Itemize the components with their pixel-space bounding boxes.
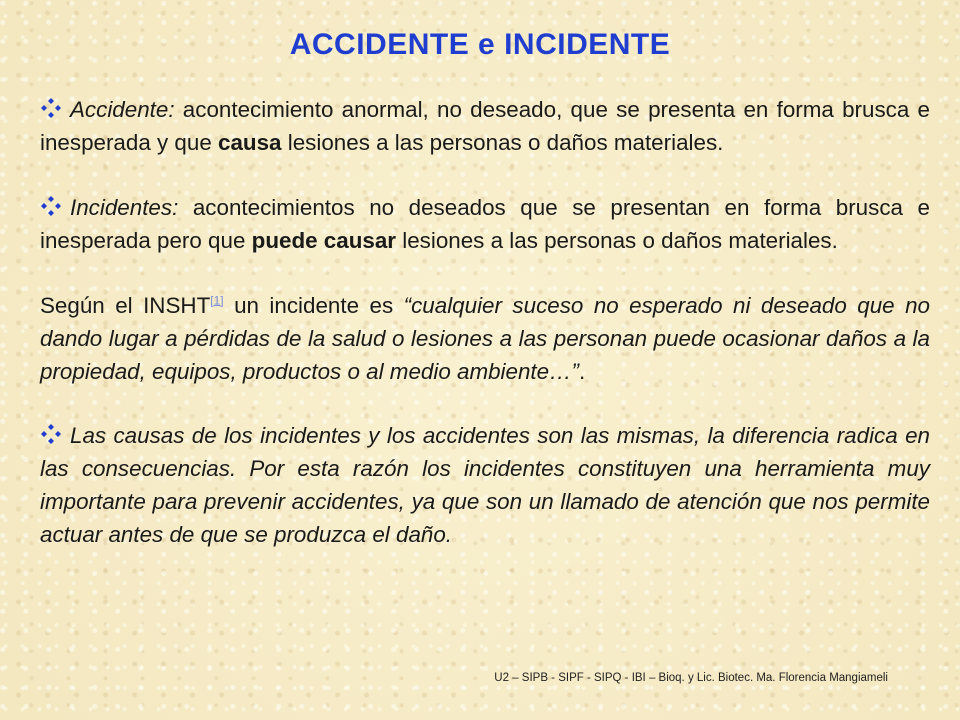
paragraph-accidente <box>40 94 930 160</box>
incidentes-text-after: lesiones a las personas o daños materiales. <box>396 227 838 253</box>
paragraph-incidentes <box>40 192 930 258</box>
term-incidentes: Incidentes: <box>70 194 179 220</box>
insht-quote: “cualquier suceso no esperado ni deseado que no dando lugar a pérdidas de la salud o lesiones a las personan puede ocasionar daños a la propiedad, equipos, productos o al medio ambiente…” <box>40 292 930 384</box>
insht-mid: un incidente es <box>223 292 404 318</box>
insht-end: . <box>578 358 586 384</box>
causas-text: Las causas de los incidentes y los accidentes son las mismas, la diferencia radica en las consecuencias. Por esta razón los incidentes constituyen una herramienta muy importante para prevenir accidentes, ya que son un llamado de atención que nos permite actuar antes de que se produzca el daño. <box>40 423 930 548</box>
accidente-bold: causa <box>218 129 282 155</box>
four-diamond-bullet-icon <box>40 423 70 445</box>
slide-title: ACCIDENTE e INCIDENTE <box>289 28 671 61</box>
paragraph-causas <box>40 420 930 552</box>
incidentes-text-before: acontecimientos no deseados que se presentan en forma brusca e inesperada pero que <box>40 194 930 253</box>
four-diamond-bullet-icon <box>40 195 70 217</box>
slide-footer: U2 – SIPB - SIPF - SIPQ - IBI – Bioq. y Lic. Biotec. Ma. Florencia Mangiameli <box>494 672 888 684</box>
slide-body <box>40 94 930 552</box>
four-diamond-bullet-icon <box>40 97 70 119</box>
term-accidente: Accidente: <box>70 97 175 122</box>
accidente-text-before: acontecimiento anormal, no deseado, que se presenta en forma brusca e inesperada y que <box>40 97 930 155</box>
paragraph-insht <box>40 290 930 389</box>
accidente-text-after: lesiones a las personas o daños materiales. <box>281 129 724 155</box>
incidentes-bold: puede causar <box>251 227 396 253</box>
footnote-reference-link[interactable]: [1] <box>210 293 224 308</box>
insht-lead: Según el INSHT <box>40 292 211 318</box>
